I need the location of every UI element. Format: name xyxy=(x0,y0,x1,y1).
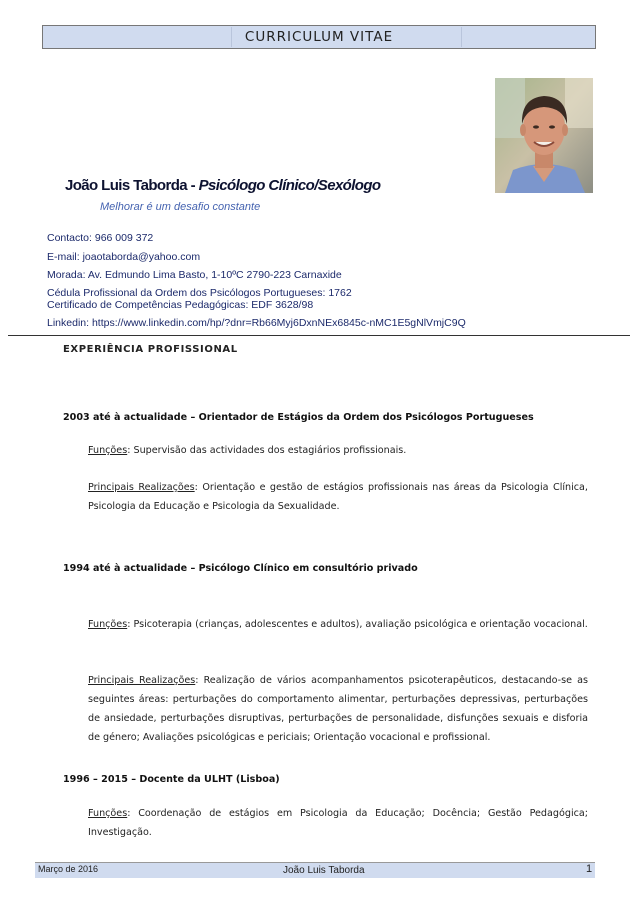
section-title: EXPERIÊNCIA PROFISSIONAL xyxy=(63,344,238,355)
profile-role: Psicólogo Clínico/Sexólogo xyxy=(198,177,381,194)
footer-author: João Luis Taborda xyxy=(283,865,365,876)
footer-date: Março de 2016 xyxy=(38,864,99,874)
job-achievements xyxy=(88,671,588,747)
functions-text: : Psicoterapia (crianças, adolescentes e adultos), avaliação psicológica e orientação vocacional. xyxy=(127,619,588,630)
functions-label: Funções xyxy=(88,808,128,819)
profile-photo xyxy=(495,78,593,193)
job-title: 1996 – 2015 – Docente da ULHT (Lisboa) xyxy=(63,774,280,785)
banner-divider xyxy=(461,27,462,47)
contact-linkedin[interactable]: Linkedin: https://www.linkedin.com/hp/?dnr=Rb66Myj6DxnNEx6845c-nMC1E5gNlVmjC9Q xyxy=(47,317,466,329)
job-functions xyxy=(88,804,588,842)
contact-address: Morada: Av. Edmundo Lima Basto, 1-10ºC 2790-223 Carnaxide xyxy=(47,269,342,281)
job-title: 1994 até à actualidade – Psicólogo Clínico em consultório privado xyxy=(63,563,418,574)
functions-text: : Coordenação de estágios em Psicologia da Educação; Docência; Gestão Pedagógica; Investigação. xyxy=(88,808,588,838)
job-achievements xyxy=(88,478,588,516)
contact-license: Cédula Profissional da Ordem dos Psicólogos Portugueses: 1762 xyxy=(47,287,352,299)
banner-divider xyxy=(231,27,232,47)
page-number: 1 xyxy=(586,863,593,875)
contact-email[interactable]: E-mail: joaotaborda@yahoo.com xyxy=(47,251,201,263)
functions-label: Funções xyxy=(88,619,128,630)
profile-name: João Luis Taborda xyxy=(65,177,188,194)
contact-phone: Contacto: 966 009 372 xyxy=(47,232,154,244)
section-divider xyxy=(8,335,630,336)
achievements-label: Principais Realizações xyxy=(88,482,195,493)
cv-title-banner xyxy=(42,25,596,49)
contact-certificate: Certificado de Competências Pedagógicas: EDF 3628/98 xyxy=(47,299,314,311)
job-functions xyxy=(88,615,588,634)
functions-text: : Supervisão das actividades dos estagiários profissionais. xyxy=(127,445,407,456)
job-functions xyxy=(88,441,588,460)
functions-label: Funções xyxy=(88,445,128,456)
profile-motto: Melhorar é um desafio constante xyxy=(100,201,261,213)
achievements-label: Principais Realizações xyxy=(88,675,196,686)
achievements-text: : Orientação e gestão de estágios profissionais nas áreas da Psicologia Clínica, Psicologia da Educação e Psicologia da Sexualidade. xyxy=(88,482,588,512)
job-title: 2003 até à actualidade – Orientador de Estágios da Ordem dos Psicólogos Portugueses xyxy=(63,412,534,423)
profile-name-line xyxy=(65,177,381,194)
cv-title: CURRICULUM VITAE xyxy=(244,29,394,45)
name-separator: - xyxy=(187,177,199,194)
achievements-text: : Realização de vários acompanhamentos psicoterapêuticos, destacando-se as seguintes áreas: perturbações do comportamento alimentar, perturbações depressivas, perturbações de ansiedade, perturbações disruptivas, perturbações de personalidade, disfunções sexuais e disforia de género; Avaliações psicológicas e periciais; Orientação vocacional e profissional. xyxy=(88,675,588,743)
